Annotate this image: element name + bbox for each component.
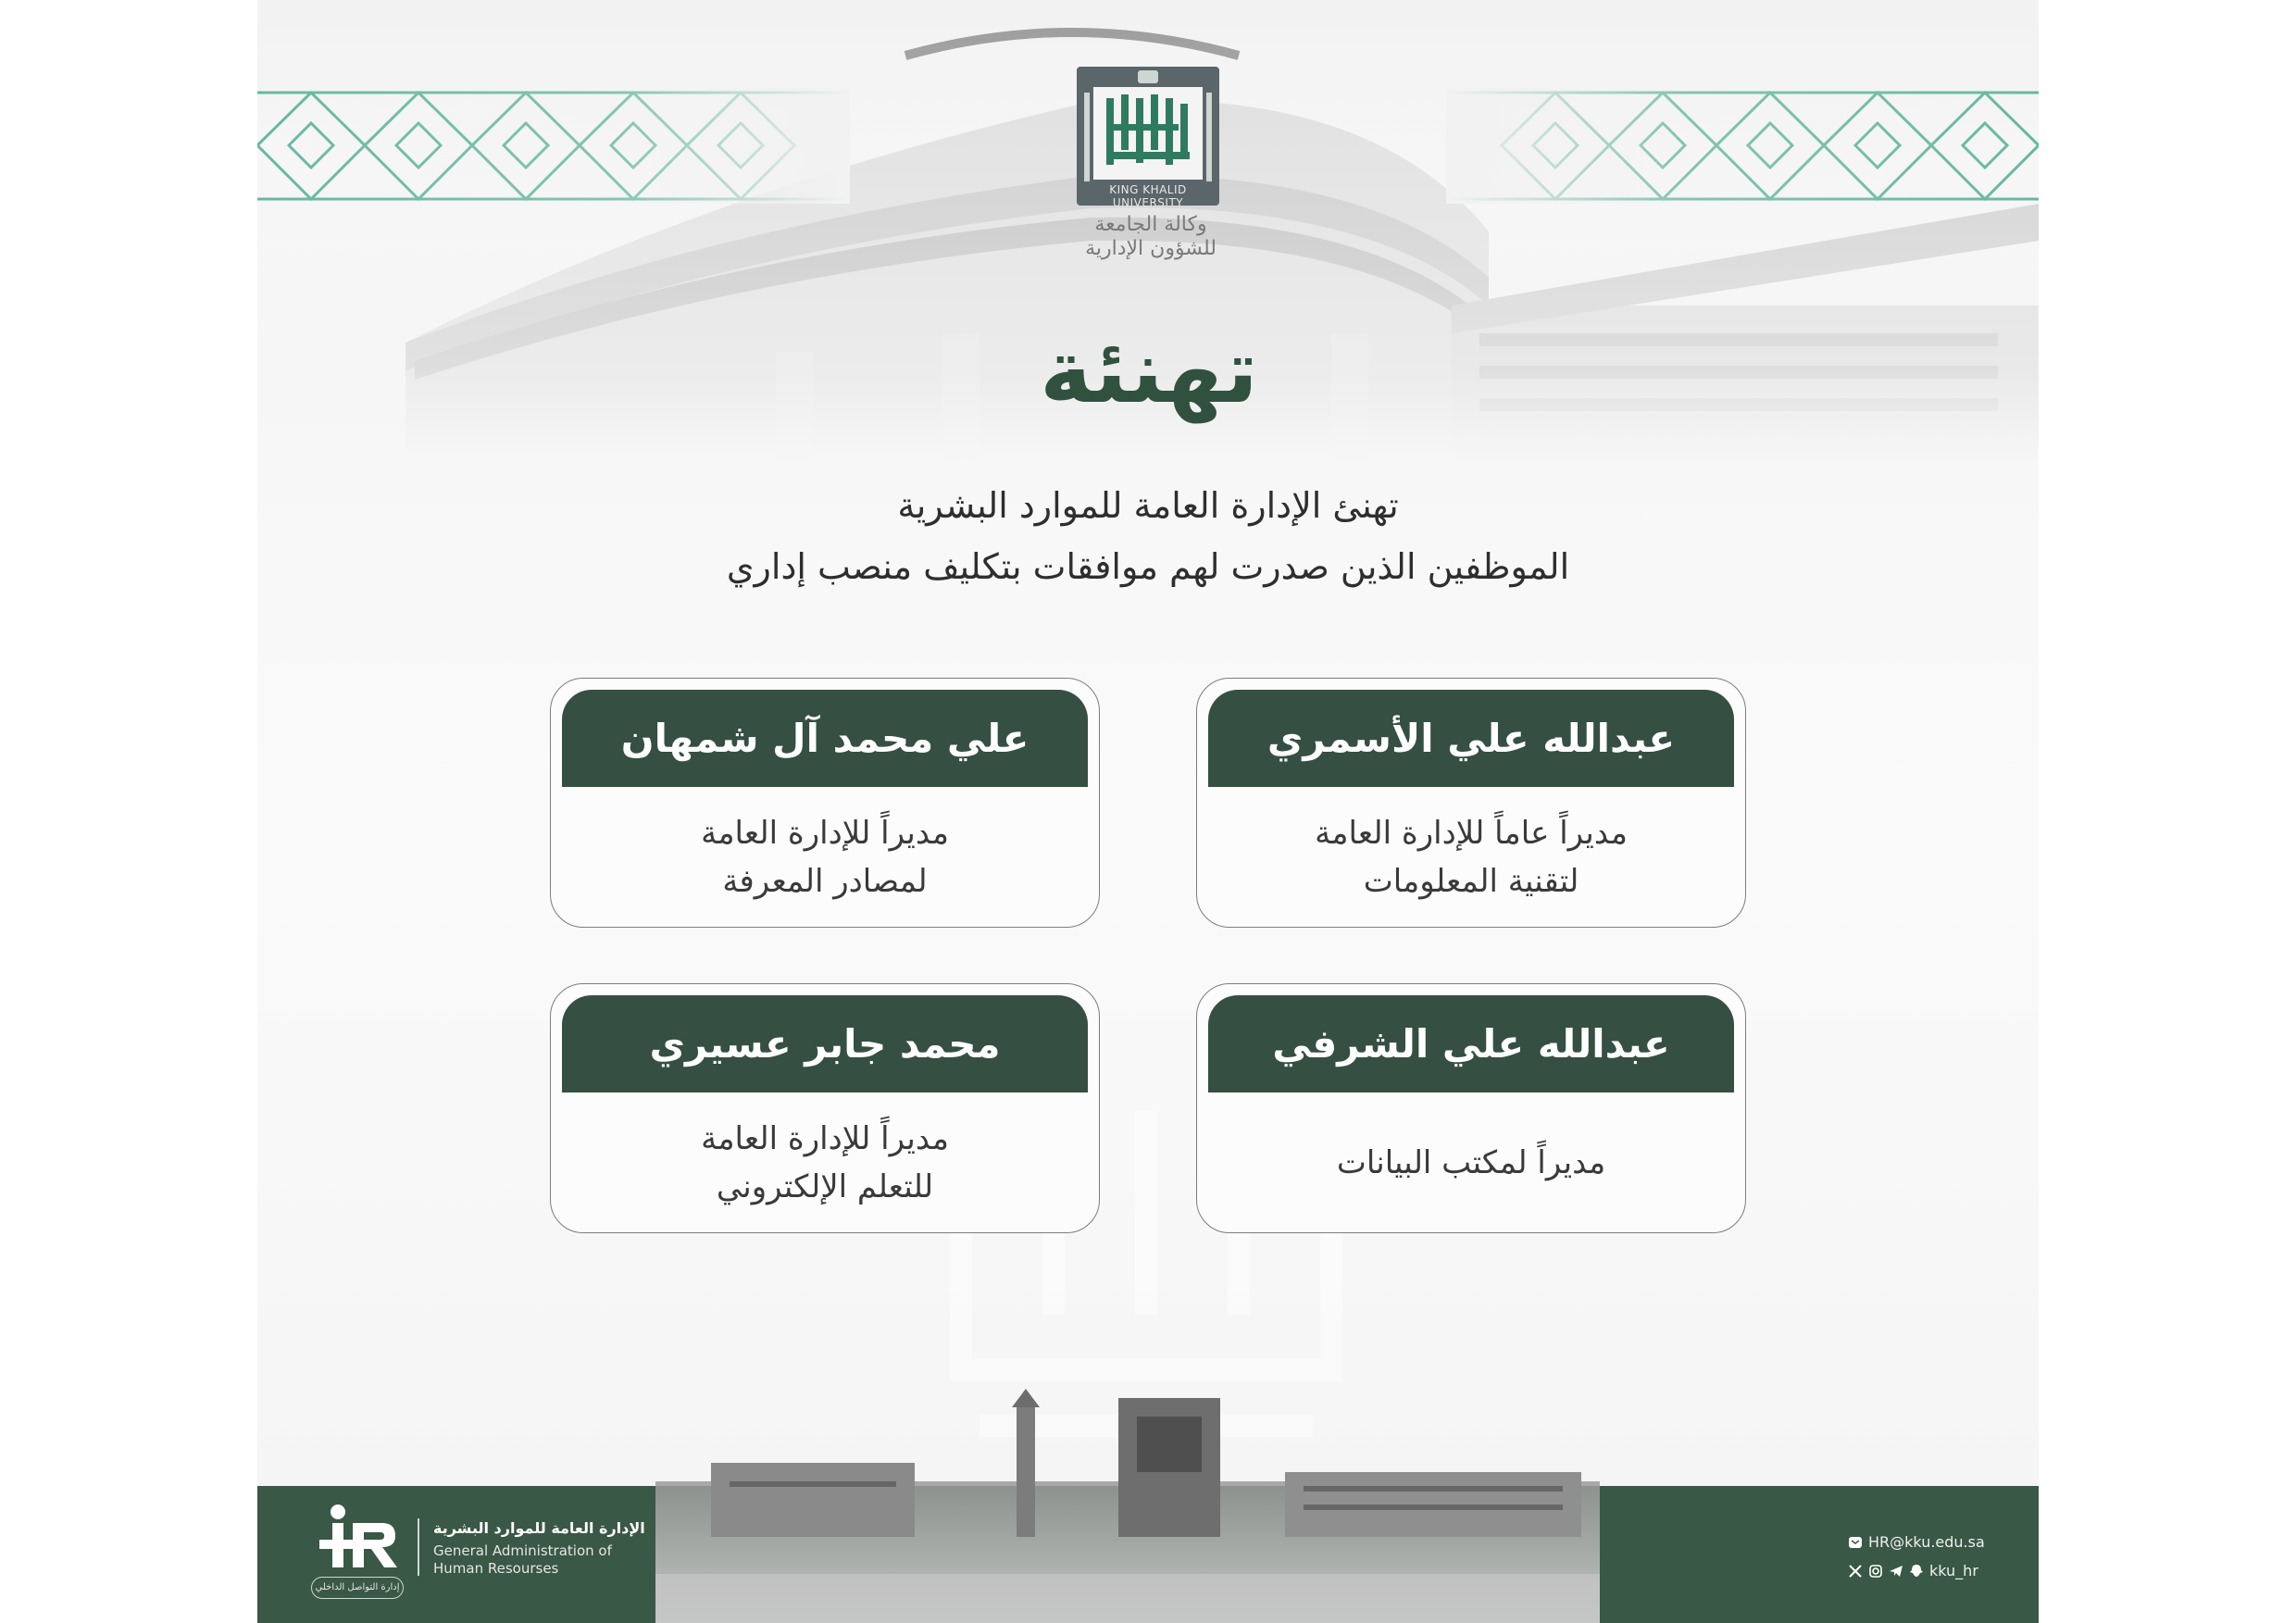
card-abdullah-alasmari [1196,678,1746,928]
card-name: عبدالله علي الأسمري [1208,690,1734,787]
contact-social-row [1848,1562,1978,1579]
hr-name-english [433,1542,655,1578]
instagram-icon[interactable] [1868,1564,1883,1579]
card-abdullah-alsharafi [1196,983,1746,1233]
page-title: تهنئة [1039,319,1258,423]
campus-skyline-image [655,1389,1600,1623]
card-position-line1: مديراً عاماً للإدارة العامة [1315,814,1628,852]
pattern-left-decoration [257,88,850,204]
card-position [1197,787,1745,927]
contact-email-row [1848,1533,1985,1551]
card-position-line1: مديراً لمكتب البيانات [1336,1143,1606,1181]
card-position-line2: للتعلم الإلكتروني [716,1167,934,1205]
logo-subtitle [1054,213,1248,261]
card-position [1197,1092,1745,1232]
card-position-line2: لمصادر المعرفة [722,862,928,900]
hr-name-english-line1: General Administration of [433,1542,612,1559]
card-ali-alshamhan [550,678,1100,928]
card-position [551,787,1099,927]
card-name: عبدالله علي الشرفي [1208,995,1734,1092]
intro-line-1: تهنئ الإدارة العامة للموارد البشرية [897,485,1399,526]
card-position-line2: لتقنية المعلومات [1363,862,1579,900]
contact-social-handle[interactable]: kku_hr [1929,1562,1978,1579]
pattern-right-decoration [1446,88,2039,204]
card-name: علي محمد آل شمهان [562,690,1088,787]
hr-logo-icon [318,1503,401,1577]
card-position [551,1092,1099,1232]
hr-name-arabic: الإدارة العامة للموارد البشرية [433,1519,645,1537]
x-icon[interactable] [1848,1564,1863,1579]
hr-tag-label: إدارة التواصل الداخلي [311,1577,404,1599]
snapchat-icon[interactable] [1909,1564,1924,1579]
card-position-line1: مديراً للإدارة العامة [701,814,949,852]
logo-subtitle-line2: للشؤون الإدارية [1085,237,1217,260]
logo-subtitle-line1: وكالة الجامعة [1094,213,1207,236]
contact-email[interactable]: HR@kku.edu.sa [1868,1533,1985,1551]
logo-english-name: KING KHALID UNIVERSITY [1109,183,1187,209]
poster [257,0,2039,1623]
telegram-icon[interactable] [1889,1564,1903,1579]
mail-icon [1848,1535,1863,1550]
card-mohammed-asiri [550,983,1100,1233]
hr-name-english-line2: Human Resourses [433,1560,559,1577]
footer-divider [418,1518,419,1576]
card-position-line1: مديراً للإدارة العامة [701,1119,949,1157]
intro-line-2: الموظفين الذين صدرت لهم موافقات بتكليف منصب إداري [726,546,1570,587]
card-name: محمد جابر عسيري [562,995,1088,1092]
